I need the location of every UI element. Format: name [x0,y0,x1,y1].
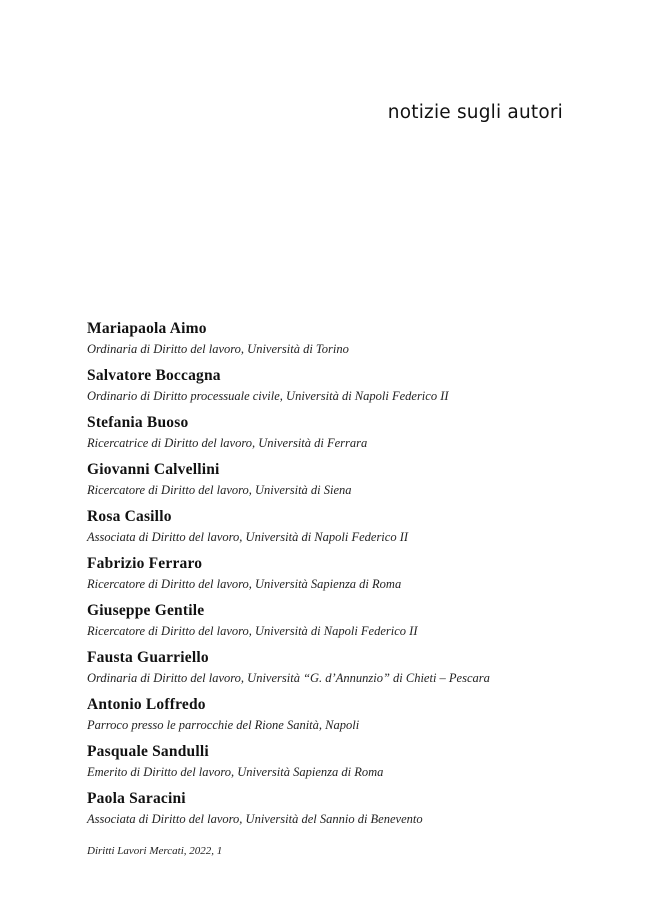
author-entry [87,741,607,788]
author-entry [87,553,607,600]
author-entry [87,318,607,365]
author-name: Rosa Casillo [87,508,172,525]
author-entry [87,365,607,412]
author-name: Stefania Buoso [87,414,189,431]
author-affiliation: Parroco presso le parrocchie del Rione Sanità, Napoli [87,718,360,732]
author-name: Pasquale Sandulli [87,743,209,760]
author-name: Paola Saracini [87,790,186,807]
author-affiliation: Associata di Diritto del lavoro, Università di Napoli Federico II [87,530,409,544]
author-entry [87,694,607,741]
section-title: notizie sugli autori [387,102,563,123]
author-entry [87,788,607,835]
author-affiliation: Ordinaria di Diritto del lavoro, Università di Torino [87,342,349,356]
page-footer: Diritti Lavori Mercati, 2022, 1 [87,845,223,857]
author-name: Salvatore Boccagna [87,367,221,384]
author-affiliation: Ricercatore di Diritto del lavoro, Università di Napoli Federico II [87,624,418,638]
author-entry [87,600,607,647]
author-affiliation: Ricercatrice di Diritto del lavoro, Università di Ferrara [87,436,368,450]
author-entry [87,459,607,506]
author-affiliation: Ricercatore di Diritto del lavoro, Università di Siena [87,483,352,497]
author-affiliation: Ordinario di Diritto processuale civile, Università di Napoli Federico II [87,389,449,403]
author-affiliation: Ordinaria di Diritto del lavoro, Università “G. d’Annunzio” di Chieti – Pescara [87,671,490,685]
author-entry [87,506,607,553]
author-entry [87,647,607,694]
author-affiliation: Emerito di Diritto del lavoro, Università Sapienza di Roma [87,765,384,779]
author-name: Giuseppe Gentile [87,602,205,619]
author-entry [87,412,607,459]
author-name: Fabrizio Ferraro [87,555,203,572]
author-name: Mariapaola Aimo [87,320,207,337]
author-list [87,318,607,835]
author-name: Antonio Loffredo [87,696,206,713]
author-affiliation: Associata di Diritto del lavoro, Università del Sannio di Benevento [87,812,423,826]
author-name: Giovanni Calvellini [87,461,220,478]
author-affiliation: Ricercatore di Diritto del lavoro, Università Sapienza di Roma [87,577,402,591]
author-name: Fausta Guarriello [87,649,209,666]
